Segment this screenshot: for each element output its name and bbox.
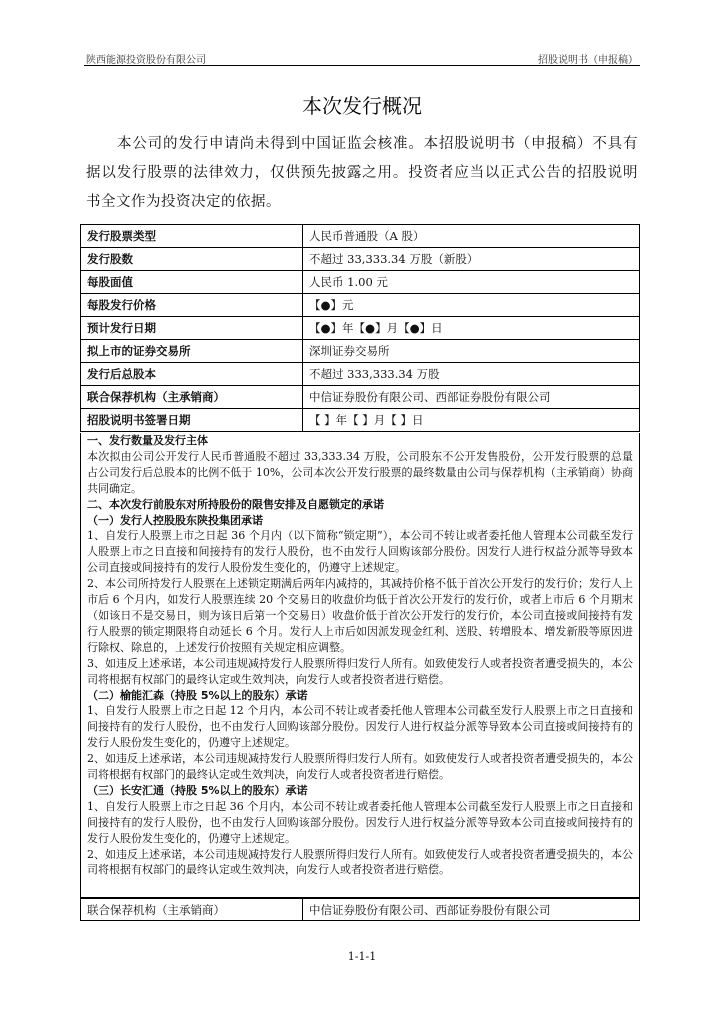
row-value: 【●】元 (303, 294, 640, 317)
subsection-paragraph: 2、如违反上述承诺，本公司违规减持发行人股票所得归发行人所有。如致使发行人或者投资者遭受损失的，本公司将根据有权部门的最终认定或生效判决，向发行人或者投资者进行赔偿。 (87, 847, 633, 877)
header-doc-type: 招股说明书（申报稿） (538, 55, 638, 66)
subsection-paragraph: 2、如违反上述承诺，本公司违规减持发行人股票所得归发行人所有。如致使发行人或者投资者遭受损失的，本公司将根据有权部门的最终认定或生效判决，向发行人或者投资者进行赔偿。 (87, 752, 633, 782)
row-label: 招股说明书签署日期 (81, 409, 303, 432)
row-value: 不超过 33,333.34 万股（新股） (303, 248, 640, 271)
header-company: 陕西能源投资股份有限公司 (86, 55, 206, 66)
offering-summary-table (80, 224, 640, 432)
row-label: 发行后总股本 (81, 363, 303, 386)
row-label: 发行股数 (81, 248, 303, 271)
row-value: 人民币 1.00 元 (303, 271, 640, 294)
table-row (81, 899, 640, 921)
table-row (81, 363, 640, 386)
subsection-paragraph: 1、自发行人股票上市之日起 36 个月内，本公司不转让或者委托他人管理本公司截至发行人股票上市之日直接和间接持有的发行人股份，也不由发行人回购该部分股份。因发行人进行权益分派等导致本公司直接或间接持有的发行人股份发生变化的，仍遵守上述规定。 (87, 799, 633, 845)
subsection-paragraph: 3、如违反上述承诺，本公司违规减持发行人股票所得归发行人所有。如致使发行人或者投资者遭受损失的，本公司将根据有权部门的最终认定或生效判决，向发行人或者投资者进行赔偿。 (87, 656, 633, 686)
subsection-changan-heading: （三）长安汇通（持股 5%以上的股东）承诺 (87, 783, 308, 797)
table-row (81, 271, 640, 294)
row-value: 深圳证券交易所 (303, 340, 640, 363)
row-value: 【 】年【 】月【 】日 (303, 409, 640, 432)
subsection-paragraph: 1、自发行人股票上市之日起 12 个月内，本公司不转让或者委托他人管理本公司截至发行人股票上市之日直接和间接持有的发行人股份，也不由发行人回购该部分股份。因发行人进行权益分派等导致本公司直接或间接持有的发行人股份发生变化的，仍遵守上述规定。 (87, 704, 633, 750)
row-label: 联合保荐机构（主承销商） (81, 899, 303, 921)
subsection-paragraph: 2、本公司所持发行人股票在上述锁定期满后两年内减持的，其减持价格不低于首次公开发行的发行价；发行人上市后 6 个月内，如发行人股票连续 20 个交易日的收盘价均低于首次公开发行的发行价，或者上市后 6 个月期末（如该日不是交易日，则为该日后第一个交易日）收盘价低于首次公开发行的发行价，本公司直接或间接持有发行人股票的锁定期限将自动延长 6 个月。发行人上市后如因派发现金红利、送股、转增股本、增发新股等原因进行除权、除息的，上述发行价按照有关规定相应调整。 (87, 577, 633, 654)
section-2-heading: 二、本次发行前股东对所持股份的限售安排及自愿锁定的承诺 (87, 497, 384, 511)
table-row (81, 294, 640, 317)
row-label: 发行股票类型 (81, 225, 303, 248)
subsection-yuneng-heading: （二）榆能汇森（持股 5%以上的股东）承诺 (87, 688, 308, 702)
row-label: 联合保荐机构（主承销商） (81, 386, 303, 409)
row-value: 中信证券股份有限公司、西部证券股份有限公司 (303, 899, 640, 921)
row-value: 不超过 333,333.34 万股 (303, 363, 640, 386)
row-value: 人民币普通股（A 股） (303, 225, 640, 248)
row-label: 拟上市的证券交易所 (81, 340, 303, 363)
offering-details-cell (80, 433, 640, 898)
row-value: 中信证券股份有限公司、西部证券股份有限公司 (303, 386, 640, 409)
sponsor-footer-table (80, 898, 640, 921)
table-row (81, 386, 640, 409)
row-label: 预计发行日期 (81, 317, 303, 340)
section-1-text: 本次拟由公司公开发行人民币普通股不超过 33,333.34 万股，公司股东不公开发售股份，公开发行股票的总量占公司发行后总股本的比例不低于 10%，公司本次公开发行股票的最终数量由公司与保荐机构（主承销商）协商共同确定。 (87, 449, 633, 495)
subsection-paragraph: 1、自发行人股票上市之日起 36 个月内（以下简称“锁定期”），本公司不转让或者委托他人管理本公司截至发行人股票上市之日直接和间接持有的发行人股份，也不由发行人回购该部分股份。因发行人进行权益分派等导致本公司直接或间接持有的发行人股份发生变化的，仍遵守上述规定。 (87, 529, 633, 575)
table-row (81, 340, 640, 363)
page-number: 1-1-1 (347, 950, 377, 963)
table-row (81, 225, 640, 248)
subsection-shantou-heading: （一）发行人控股股东陕投集团承诺 (87, 513, 263, 527)
intro-paragraph: 本公司的发行申请尚未得到中国证监会核准。本招股说明书（申报稿）不具有据以发行股票的法律效力，仅供预先披露之用。投资者应当以正式公告的招股说明书全文作为投资决定的依据。 (86, 136, 638, 210)
running-header (84, 48, 640, 66)
row-label: 每股发行价格 (81, 294, 303, 317)
table-row (81, 317, 640, 340)
table-row (81, 409, 640, 432)
row-label: 每股面值 (81, 271, 303, 294)
section-1-heading: 一、发行数量及发行主体 (87, 434, 208, 447)
page-title: 本次发行概况 (302, 94, 422, 118)
row-value: 【●】年【●】月【●】日 (303, 317, 640, 340)
table-row (81, 248, 640, 271)
